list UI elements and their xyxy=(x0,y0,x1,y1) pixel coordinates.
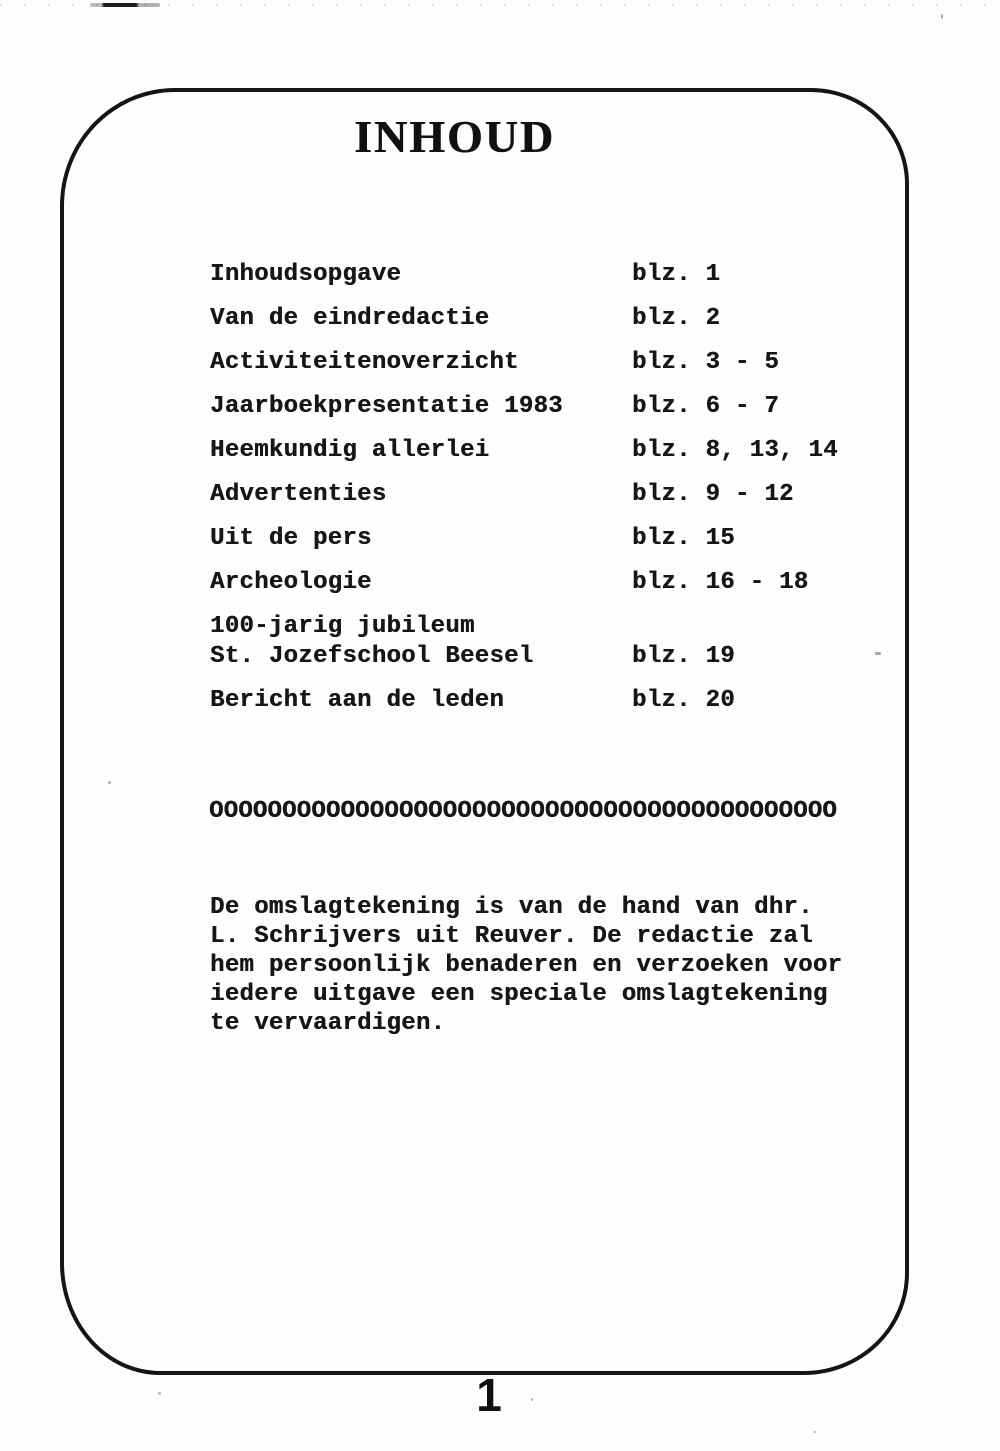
note-line: De omslagtekening is van de hand van dhr. xyxy=(210,894,813,921)
toc-row xyxy=(210,348,890,378)
note-line: hem persoonlijk benaderen en verzoeken voor xyxy=(210,952,843,979)
toc-entry-page: blz. 3 - 5 xyxy=(632,349,780,376)
toc-entry-title: Uit de pers xyxy=(210,525,372,552)
toc-entry-title: Heemkundig allerlei xyxy=(210,437,490,464)
toc-entry-page: blz. 2 xyxy=(632,305,721,332)
toc-entry-page: blz. 9 - 12 xyxy=(632,481,794,508)
toc-entry-page: blz. 1 xyxy=(632,261,721,288)
toc-entry-page: blz. 19 xyxy=(632,643,735,670)
toc-row xyxy=(210,686,890,716)
toc-row xyxy=(210,304,890,334)
toc-entry-title-line1: 100-jarig jubileum xyxy=(210,613,475,640)
toc-entry-title: Van de eindredactie xyxy=(210,305,490,332)
toc-row xyxy=(210,524,890,554)
page-number: 1 xyxy=(476,1369,502,1421)
toc-row xyxy=(210,568,890,598)
note-line: iedere uitgave een speciale omslagtekening xyxy=(210,981,828,1008)
toc-row xyxy=(210,612,890,672)
toc-entry-title: Activiteitenoverzicht xyxy=(210,349,519,376)
toc-entry-title: Bericht aan de leden xyxy=(210,687,505,714)
scan-speck xyxy=(941,14,943,19)
table-of-contents xyxy=(210,260,890,730)
toc-entry-title xyxy=(210,612,632,672)
toc-row xyxy=(210,436,890,466)
toc-entry-page: blz. 8, 13, 14 xyxy=(632,437,838,464)
colophon-note xyxy=(210,893,870,1038)
toc-entry-page: blz. 16 - 18 xyxy=(632,569,809,596)
note-line: L. Schrijvers uit Reuver. De redactie zal xyxy=(210,923,813,950)
toc-entry-page: blz. 20 xyxy=(632,687,735,714)
toc-entry-title: Advertenties xyxy=(210,481,387,508)
note-line: te vervaardigen. xyxy=(210,1010,446,1037)
toc-entry-title: Inhoudsopgave xyxy=(210,261,402,288)
scan-noise-dash xyxy=(90,3,160,7)
scan-speck xyxy=(531,1398,533,1401)
divider-zeros-line: OOOOOOOOOOOOOOOOOOOOOOOOOOOOOOOOOOOOOOOOOOO xyxy=(209,798,837,825)
scan-speck xyxy=(158,1392,161,1395)
page-title: INHOUD xyxy=(354,111,556,162)
toc-entry-title-line2: St. Jozefschool Beesel xyxy=(210,643,534,670)
toc-row xyxy=(210,260,890,290)
toc-row xyxy=(210,392,890,422)
toc-entry-title: Jaarboekpresentatie 1983 xyxy=(210,393,563,420)
scan-speck xyxy=(814,1431,816,1433)
toc-entry-page: blz. 6 - 7 xyxy=(632,393,780,420)
toc-entry-title: Archeologie xyxy=(210,569,372,596)
toc-entry-page: blz. 15 xyxy=(632,525,735,552)
toc-row xyxy=(210,480,890,510)
